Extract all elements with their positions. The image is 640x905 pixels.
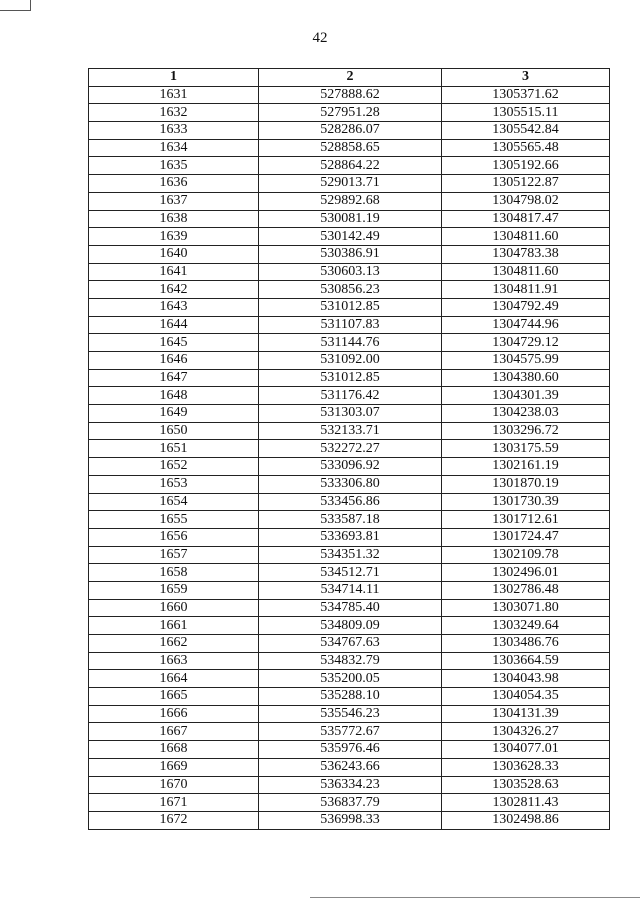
table-cell-col-3: 1302161.19 [442, 458, 610, 476]
table-row [89, 192, 610, 210]
table-row [89, 652, 610, 670]
table-cell-col-2: 528858.65 [259, 139, 442, 157]
table-cell-col-1: 1670 [89, 776, 259, 794]
table-cell-col-3: 1304811.60 [442, 228, 610, 246]
table-cell-col-3: 1303628.33 [442, 758, 610, 776]
table-cell-col-3: 1302786.48 [442, 581, 610, 599]
table-cell-col-1: 1631 [89, 86, 259, 104]
table-cell-col-1: 1648 [89, 387, 259, 405]
table-cell-col-1: 1657 [89, 546, 259, 564]
table-cell-col-3: 1302498.86 [442, 811, 610, 829]
table-cell-col-1: 1659 [89, 581, 259, 599]
table-cell-col-2: 531012.85 [259, 298, 442, 316]
table-cell-col-1: 1668 [89, 741, 259, 759]
table-cell-col-1: 1644 [89, 316, 259, 334]
table-row [89, 776, 610, 794]
table-cell-col-2: 534832.79 [259, 652, 442, 670]
table-cell-col-1: 1660 [89, 599, 259, 617]
table-cell-col-2: 532133.71 [259, 422, 442, 440]
table-cell-col-3: 1301870.19 [442, 475, 610, 493]
table-row [89, 758, 610, 776]
table-cell-col-2: 535772.67 [259, 723, 442, 741]
table-cell-col-2: 533096.92 [259, 458, 442, 476]
table-cell-col-2: 531303.07 [259, 405, 442, 423]
table-row [89, 564, 610, 582]
table-cell-col-3: 1301730.39 [442, 493, 610, 511]
table-row [89, 440, 610, 458]
bottom-rule [310, 897, 640, 898]
table-row [89, 369, 610, 387]
table-row [89, 316, 610, 334]
table-cell-col-2: 530081.19 [259, 210, 442, 228]
table-row [89, 122, 610, 140]
table-cell-col-3: 1303296.72 [442, 422, 610, 440]
table-cell-col-1: 1662 [89, 635, 259, 653]
table-cell-col-2: 527951.28 [259, 104, 442, 122]
table-cell-col-3: 1304301.39 [442, 387, 610, 405]
table-row [89, 581, 610, 599]
table-cell-col-1: 1640 [89, 245, 259, 263]
table-row [89, 281, 610, 299]
table-cell-col-3: 1304326.27 [442, 723, 610, 741]
table-row [89, 511, 610, 529]
table-cell-col-2: 528286.07 [259, 122, 442, 140]
table-cell-col-2: 533693.81 [259, 528, 442, 546]
table-cell-col-1: 1649 [89, 405, 259, 423]
table-cell-col-3: 1304792.49 [442, 298, 610, 316]
table-cell-col-1: 1653 [89, 475, 259, 493]
table-cell-col-2: 534714.11 [259, 581, 442, 599]
table-cell-col-3: 1304811.60 [442, 263, 610, 281]
table-cell-col-3: 1305542.84 [442, 122, 610, 140]
table-cell-col-1: 1663 [89, 652, 259, 670]
table-row [89, 405, 610, 423]
table-cell-col-2: 533587.18 [259, 511, 442, 529]
table-row [89, 263, 610, 281]
table-row [89, 422, 610, 440]
table-cell-col-1: 1664 [89, 670, 259, 688]
table-row [89, 617, 610, 635]
table-cell-col-1: 1639 [89, 228, 259, 246]
table-cell-col-3: 1304783.38 [442, 245, 610, 263]
table-cell-col-2: 534351.32 [259, 546, 442, 564]
table-cell-col-1: 1667 [89, 723, 259, 741]
table-cell-col-2: 531092.00 [259, 352, 442, 370]
table-row [89, 493, 610, 511]
table-cell-col-3: 1303071.80 [442, 599, 610, 617]
table-cell-col-1: 1666 [89, 705, 259, 723]
table-cell-col-2: 531144.76 [259, 334, 442, 352]
table-cell-col-3: 1305371.62 [442, 86, 610, 104]
table-cell-col-3: 1304729.12 [442, 334, 610, 352]
table-cell-col-1: 1635 [89, 157, 259, 175]
table-row [89, 741, 610, 759]
corner-crop-mark [0, 0, 31, 11]
table-cell-col-2: 534767.63 [259, 635, 442, 653]
table-row [89, 104, 610, 122]
table-cell-col-3: 1305192.66 [442, 157, 610, 175]
table-row [89, 670, 610, 688]
table-cell-col-1: 1641 [89, 263, 259, 281]
table-cell-col-2: 534785.40 [259, 599, 442, 617]
table-cell-col-1: 1651 [89, 440, 259, 458]
table-row [89, 157, 610, 175]
table-cell-col-1: 1642 [89, 281, 259, 299]
table-row [89, 352, 610, 370]
table-cell-col-2: 531107.83 [259, 316, 442, 334]
table-cell-col-3: 1303175.59 [442, 440, 610, 458]
table-cell-col-2: 533306.80 [259, 475, 442, 493]
table-row [89, 688, 610, 706]
table-cell-col-1: 1671 [89, 794, 259, 812]
table-cell-col-2: 528864.22 [259, 157, 442, 175]
table-row [89, 794, 610, 812]
table-cell-col-3: 1304043.98 [442, 670, 610, 688]
table-cell-col-3: 1305565.48 [442, 139, 610, 157]
table-cell-col-2: 534809.09 [259, 617, 442, 635]
table-row [89, 245, 610, 263]
table-cell-col-3: 1304077.01 [442, 741, 610, 759]
table-cell-col-3: 1302811.43 [442, 794, 610, 812]
table-cell-col-2: 535546.23 [259, 705, 442, 723]
table-cell-col-3: 1304744.96 [442, 316, 610, 334]
table-cell-col-3: 1301724.47 [442, 528, 610, 546]
table-cell-col-1: 1636 [89, 175, 259, 193]
table-row [89, 546, 610, 564]
table-row [89, 139, 610, 157]
page-number: 42 [312, 30, 328, 46]
table-row [89, 475, 610, 493]
table-cell-col-3: 1303528.63 [442, 776, 610, 794]
table-cell-col-3: 1301712.61 [442, 511, 610, 529]
table-cell-col-1: 1637 [89, 192, 259, 210]
table-cell-col-2: 536243.66 [259, 758, 442, 776]
table-cell-col-2: 529013.71 [259, 175, 442, 193]
table-cell-col-1: 1633 [89, 122, 259, 140]
table-row [89, 86, 610, 104]
table-cell-col-1: 1669 [89, 758, 259, 776]
table-row [89, 705, 610, 723]
table-cell-col-3: 1304380.60 [442, 369, 610, 387]
table-row [89, 811, 610, 829]
table-cell-col-2: 536998.33 [259, 811, 442, 829]
table-row [89, 175, 610, 193]
table-cell-col-2: 536837.79 [259, 794, 442, 812]
table-row [89, 723, 610, 741]
table-cell-col-3: 1304798.02 [442, 192, 610, 210]
column-header-2: 2 [259, 69, 442, 87]
table-cell-col-1: 1643 [89, 298, 259, 316]
table-cell-col-1: 1645 [89, 334, 259, 352]
table-row [89, 599, 610, 617]
table-cell-col-2: 533456.86 [259, 493, 442, 511]
table-cell-col-3: 1304131.39 [442, 705, 610, 723]
table-cell-col-3: 1304817.47 [442, 210, 610, 228]
table-cell-col-1: 1661 [89, 617, 259, 635]
table-cell-col-2: 535200.05 [259, 670, 442, 688]
table-cell-col-2: 536334.23 [259, 776, 442, 794]
table-cell-col-2: 530142.49 [259, 228, 442, 246]
table-cell-col-3: 1305122.87 [442, 175, 610, 193]
table-cell-col-3: 1305515.11 [442, 104, 610, 122]
table-cell-col-1: 1672 [89, 811, 259, 829]
table-cell-col-1: 1655 [89, 511, 259, 529]
table-cell-col-1: 1647 [89, 369, 259, 387]
table-cell-col-1: 1650 [89, 422, 259, 440]
table-row [89, 334, 610, 352]
table-cell-col-3: 1302496.01 [442, 564, 610, 582]
table-cell-col-3: 1304811.91 [442, 281, 610, 299]
table-row [89, 298, 610, 316]
table-row [89, 210, 610, 228]
table-cell-col-1: 1665 [89, 688, 259, 706]
table-cell-col-3: 1302109.78 [442, 546, 610, 564]
table-row [89, 387, 610, 405]
table-cell-col-3: 1304054.35 [442, 688, 610, 706]
table-cell-col-2: 532272.27 [259, 440, 442, 458]
table-cell-col-2: 527888.62 [259, 86, 442, 104]
table-cell-col-2: 531176.42 [259, 387, 442, 405]
table-cell-col-1: 1656 [89, 528, 259, 546]
table-cell-col-2: 535288.10 [259, 688, 442, 706]
table-cell-col-3: 1303249.64 [442, 617, 610, 635]
table-cell-col-2: 530386.91 [259, 245, 442, 263]
table-cell-col-3: 1304238.03 [442, 405, 610, 423]
table-row [89, 635, 610, 653]
table-cell-col-3: 1303664.59 [442, 652, 610, 670]
table-cell-col-2: 530603.13 [259, 263, 442, 281]
table-cell-col-1: 1632 [89, 104, 259, 122]
table-cell-col-1: 1658 [89, 564, 259, 582]
coordinates-table [88, 68, 610, 830]
table-cell-col-1: 1638 [89, 210, 259, 228]
table-cell-col-2: 529892.68 [259, 192, 442, 210]
table-cell-col-2: 530856.23 [259, 281, 442, 299]
column-header-1: 1 [89, 69, 259, 87]
table-row [89, 458, 610, 476]
table-cell-col-2: 531012.85 [259, 369, 442, 387]
table-cell-col-3: 1304575.99 [442, 352, 610, 370]
table-cell-col-3: 1303486.76 [442, 635, 610, 653]
table-body [89, 86, 610, 829]
table-cell-col-2: 535976.46 [259, 741, 442, 759]
table-cell-col-1: 1652 [89, 458, 259, 476]
table-row [89, 528, 610, 546]
table-cell-col-1: 1646 [89, 352, 259, 370]
column-header-3: 3 [442, 69, 610, 87]
table-cell-col-1: 1654 [89, 493, 259, 511]
table-header-row [89, 69, 610, 87]
table-cell-col-1: 1634 [89, 139, 259, 157]
table-row [89, 228, 610, 246]
table-cell-col-2: 534512.71 [259, 564, 442, 582]
